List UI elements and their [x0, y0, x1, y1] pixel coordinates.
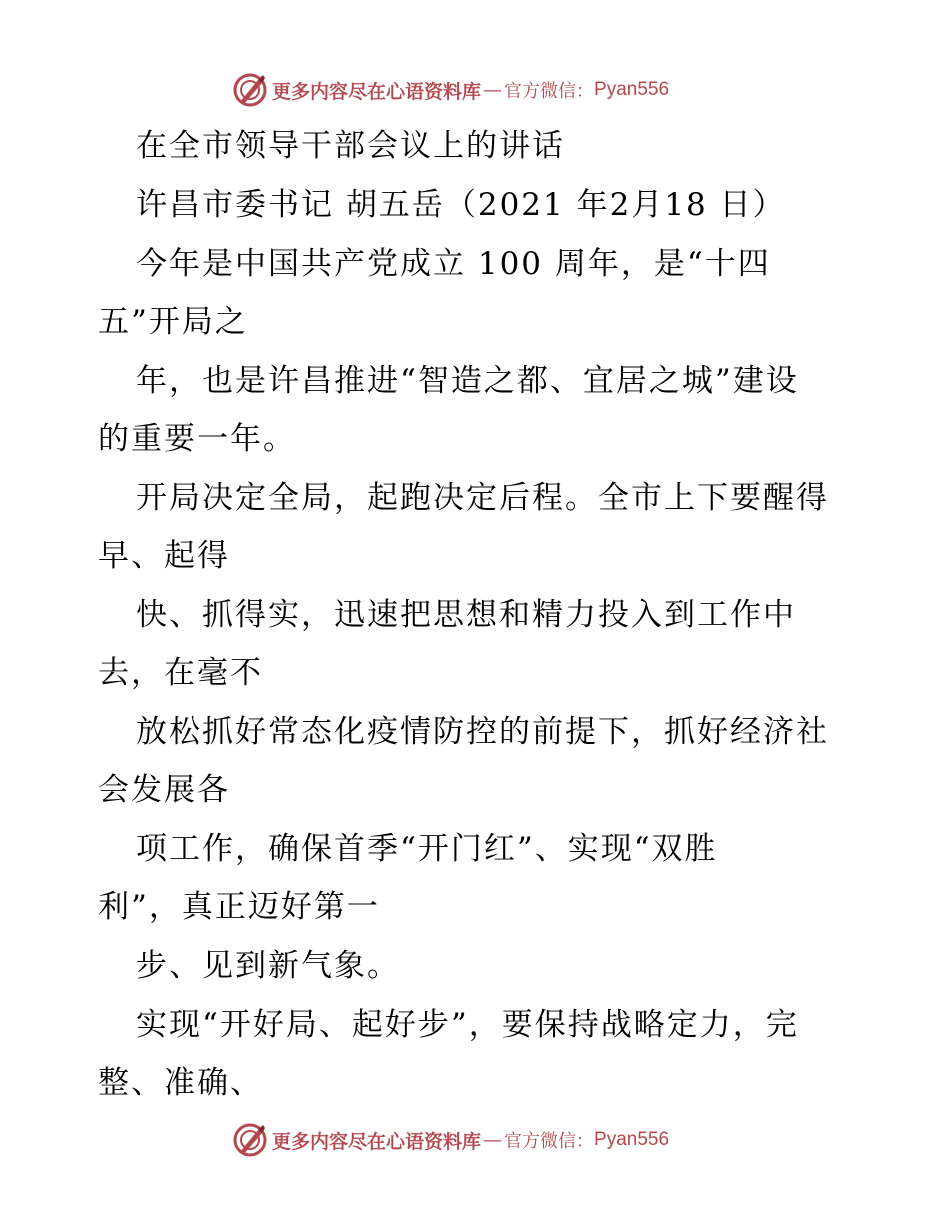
watermark-dash: — [483, 79, 503, 101]
watermark-brand: 更多内容尽在心语资料库 [272, 1130, 482, 1153]
paragraph-line: 整、准确、 [98, 1065, 263, 1101]
document-title: 在全市领导干部会议上的讲话 [136, 128, 565, 164]
paragraph-line: 的重要一年。 [98, 421, 296, 457]
watermark-dash: — [483, 1129, 503, 1151]
paragraph-line: 早、起得 [98, 538, 230, 574]
watermark-id: Pyan556 [594, 1129, 670, 1150]
pen-logo-icon [232, 1122, 268, 1158]
paragraph-line: 五”开局之 [98, 304, 248, 340]
watermark-label: 官方微信： [504, 1131, 595, 1152]
paragraph-line: 实现“开好局、起好步”，要保持战略定力，完 [136, 1007, 799, 1043]
paragraph-line: 快、抓得实，迅速把思想和精力投入到工作中 [136, 597, 796, 633]
paragraph-line: 会发展各 [98, 772, 230, 808]
watermark-id: Pyan556 [594, 79, 670, 100]
paragraph-line: 年，也是许昌推进“智造之都、宜居之城”建设 [136, 363, 799, 399]
paragraph-line: 今年是中国共产党成立 100 周年，是“十四 [136, 246, 771, 282]
watermark-brand: 更多内容尽在心语资料库 [272, 80, 482, 103]
document-byline: 许昌市委书记 胡五岳（2021 年2月18 日） [136, 187, 786, 223]
paragraph-line: 步、见到新气象。 [136, 948, 400, 984]
paragraph-line: 利”，真正迈好第一 [98, 889, 380, 925]
paragraph-line: 项工作，确保首季“开门红”、实现“双胜 [136, 831, 718, 867]
footer-watermark [232, 1120, 669, 1160]
paragraph-line: 去，在毫不 [98, 655, 263, 691]
pen-logo-icon [232, 72, 268, 108]
paragraph-line: 开局决定全局，起跑决定后程。全市上下要醒得 [136, 480, 829, 516]
watermark-label: 官方微信： [504, 81, 595, 102]
header-watermark [232, 70, 669, 110]
paragraph-line: 放松抓好常态化疫情防控的前提下，抓好经济社 [136, 714, 829, 750]
